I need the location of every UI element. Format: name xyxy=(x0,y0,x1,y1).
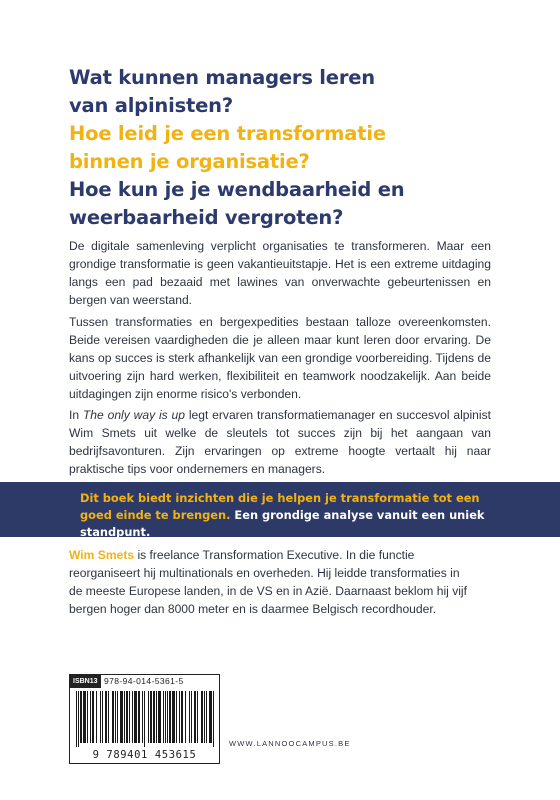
barcode-bar xyxy=(112,691,114,743)
author-name: Wim Smets xyxy=(69,548,135,562)
heading-1-line-2: van alpinisten? xyxy=(69,94,233,117)
barcode-bar xyxy=(201,691,203,743)
barcode-bar xyxy=(102,691,103,743)
heading-3-line-2: weerbaarheid vergroten? xyxy=(69,206,344,229)
barcode-bar xyxy=(185,691,186,743)
heading-3-line-1: Hoe kun je je wendbaarheid en xyxy=(69,178,405,201)
barcode-bar xyxy=(83,691,86,743)
barcode-bar xyxy=(176,691,177,743)
summary-prefix: In xyxy=(69,408,83,422)
barcode-bar xyxy=(191,691,192,743)
barcode-bar xyxy=(100,691,101,743)
summary-rest: legt ervaren transformatiemanager en succesvol alpinist Wim Smets uit welke de sleutels tot succes zijn bij het aangaan van bedrijfsavonturen. Zijn ervaringen op extreme hoogte vertaalt hij naar praktische tips voor ondernemers en managers. xyxy=(69,408,491,476)
highlight-band-text xyxy=(80,490,510,541)
band-rest: Een grondige analyse vanuit een uniek standpunt. xyxy=(80,508,485,539)
barcode-bar xyxy=(126,691,128,743)
barcode-bar xyxy=(169,691,171,743)
barcode-bar xyxy=(209,691,212,743)
barcode-bar xyxy=(150,691,152,743)
barcode-bar xyxy=(87,691,88,743)
barcode-bar xyxy=(206,691,207,743)
barcode-bar xyxy=(194,691,196,743)
barcode-bar xyxy=(92,691,94,743)
barcode-bar xyxy=(76,691,77,747)
barcode-bar xyxy=(158,691,161,743)
barcode-bar xyxy=(204,691,205,743)
barcode-bar xyxy=(90,691,91,743)
barcode-bar xyxy=(132,691,133,743)
barcode-bar xyxy=(167,691,168,743)
barcode-bar xyxy=(105,691,107,743)
isbn-barcode xyxy=(69,674,220,764)
book-title: The only way is up xyxy=(82,408,185,422)
barcode-bar xyxy=(115,691,116,743)
band-highlight: Dit boek biedt inzichten die je helpen je transformatie tot een goed einde te brengen. xyxy=(80,491,480,522)
barcode-bar xyxy=(213,691,214,747)
back-cover-headings xyxy=(69,64,509,232)
heading-2-line-2: binnen je organisatie? xyxy=(69,150,310,173)
barcode-bar xyxy=(179,691,180,743)
author-bio-text: is freelance Transformation Executive. In die functie reorganiseert hij multinationals en overheden. Hij leidde transformaties in de meeste Europese landen, in de VS en in Azië. Daarnaast beklom hij vijf bergen hoger dan 8000 meter en is daarmee Belgisch recordhouder. xyxy=(69,548,467,616)
barcode-bar xyxy=(117,691,118,743)
barcode-bar xyxy=(144,691,145,747)
barcode-bar xyxy=(153,691,155,743)
barcode-bar xyxy=(80,691,82,743)
heading-2-line-1: Hoe leid je een transformatie xyxy=(69,122,386,145)
author-bio xyxy=(69,546,469,618)
barcode-digits: 9 789401 453615 xyxy=(92,749,197,761)
barcode-bar xyxy=(189,691,190,743)
comparison-paragraph: Tussen transformaties en bergexpedities bestaan talloze overeenkomsten. Beide vereisen vaardigheden die je alleen maar kunt leren door ervaring. De kans op succes is sterk afhankelijk van een grondige voorbereiding. Tijdens de uitvoering zijn hard werken, flexibiliteit en teamwork noodzakelijk. Aan beide uitdagingen zijn enorme risico's verbonden. xyxy=(69,315,491,401)
barcode-bar xyxy=(124,691,125,743)
barcode-bar xyxy=(163,691,164,743)
barcode-bar xyxy=(148,691,149,743)
barcode-bar xyxy=(138,691,140,743)
barcode-bar xyxy=(108,691,109,743)
barcode-bar xyxy=(96,691,97,743)
isbn-label: ISBN13 xyxy=(70,675,101,688)
publisher-website: WWW.LANNOOCAMPUS.BE xyxy=(229,739,351,748)
barcode-bars xyxy=(74,691,217,747)
barcode-bar xyxy=(129,691,130,743)
barcode-bar xyxy=(197,691,198,743)
book-summary-paragraph xyxy=(69,406,491,478)
isbn-number: 978-94-014-5361-5 xyxy=(104,676,184,686)
barcode-bar xyxy=(156,691,157,743)
barcode-bar xyxy=(165,691,166,743)
barcode-bar xyxy=(181,691,183,743)
intro-paragraph: De digitale samenleving verplicht organisaties te transformeren. Maar een grondige transformatie is geen vakantieuitstapje. Het is een extreme uitdaging langs een pad bezaaid met lawines van onverwachte gebeurtenissen en bergen van weerstand. xyxy=(69,239,491,307)
heading-1-line-1: Wat kunnen managers leren xyxy=(69,66,375,89)
barcode-bar xyxy=(134,691,137,743)
barcode-bar xyxy=(172,691,175,743)
barcode-bar xyxy=(142,691,143,743)
barcode-bar xyxy=(120,691,123,743)
barcode-bar xyxy=(78,691,79,747)
